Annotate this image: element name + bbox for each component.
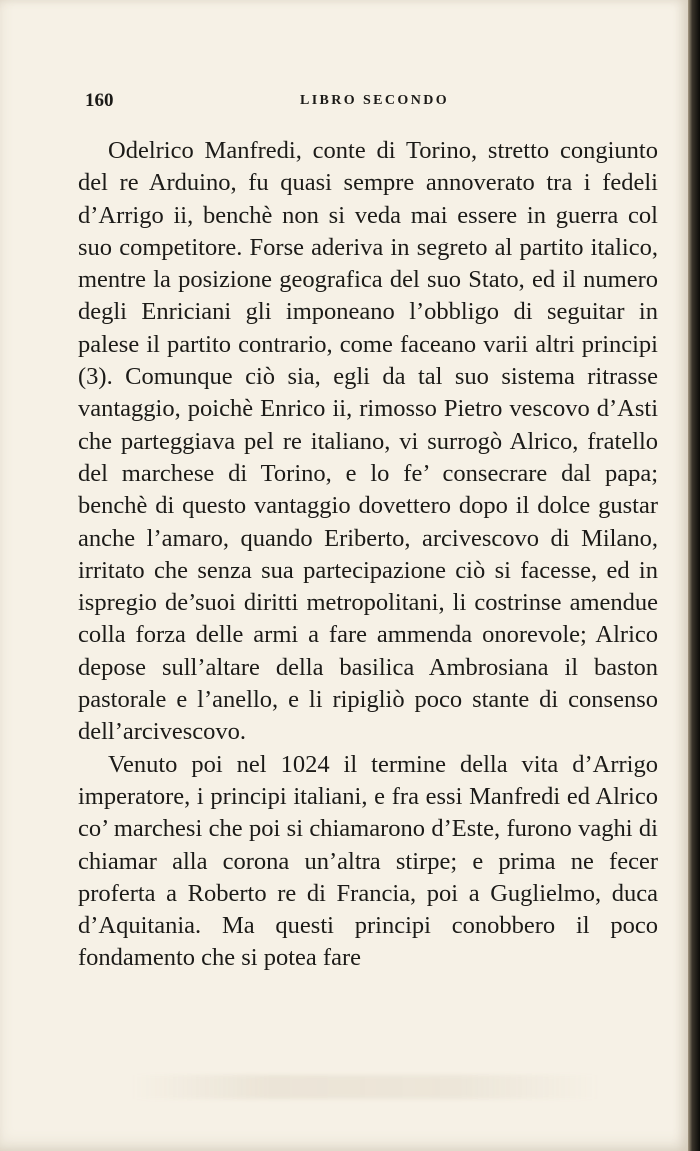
paragraph-2: Venuto poi nel 1024 il termine della vita d’Arrigo imperatore, i principi italiani, e fra essi Manfredi ed Alrico co’ marchesi che poi si chiamarono d’Este, furono vaghi di chiamar alla corona un’altra stirpe; e prima ne fecer proferta a Roberto re di Francia, poi a Guglielmo, duca d’Aquitania. Ma questi principi conobbero il poco fondamento che si potea fare xyxy=(78,750,658,972)
page-header xyxy=(85,90,664,116)
paragraph-1: Odelrico Manfredi, conte di Torino, stretto congiunto del re Arduino, fu quasi sempre annoverato tra i fedeli d’Arrigo ii, benchè non si veda mai essere in guerra col suo competitore. Forse aderiva in segreto al partito italico, mentre la posizione geografica del suo Stato, ed il numero degli Enriciani gli imponeano l’obbligo di seguitar in palese il partito contrario, come faceano varii altri principi (3). Comunque ciò sia, egli da tal suo sistema ritrasse vantaggio, poichè Enrico ii, rimosso Pietro vescovo d’Asti che parteggiava pel re italiano, vi surrogò Alrico, fratello del marchese di Torino, e lo fe’ consecrare dal papa; benchè di questo vantaggio dovettero dopo il dolce gustar anche l’amaro, quando Eriberto, arcivescovo di Milano, irritato che senza sua partecipazione ciò si facesse, ed in ispregio de’suoi diritti metropolitani, li costrinse amendue colla forza delle armi a fare ammenda onorevole; Alrico depose sull’altare della basilica Ambrosiana il baston pastorale e l’anello, e li ripigliò poco stante di consenso dell’arcivescovo. xyxy=(78,137,658,746)
bleed-through-shadow xyxy=(130,1075,600,1099)
running-head: LIBRO SECONDO xyxy=(299,93,450,108)
page-edge xyxy=(688,0,700,1151)
page-number: 160 xyxy=(85,90,114,111)
body-text xyxy=(78,135,658,975)
